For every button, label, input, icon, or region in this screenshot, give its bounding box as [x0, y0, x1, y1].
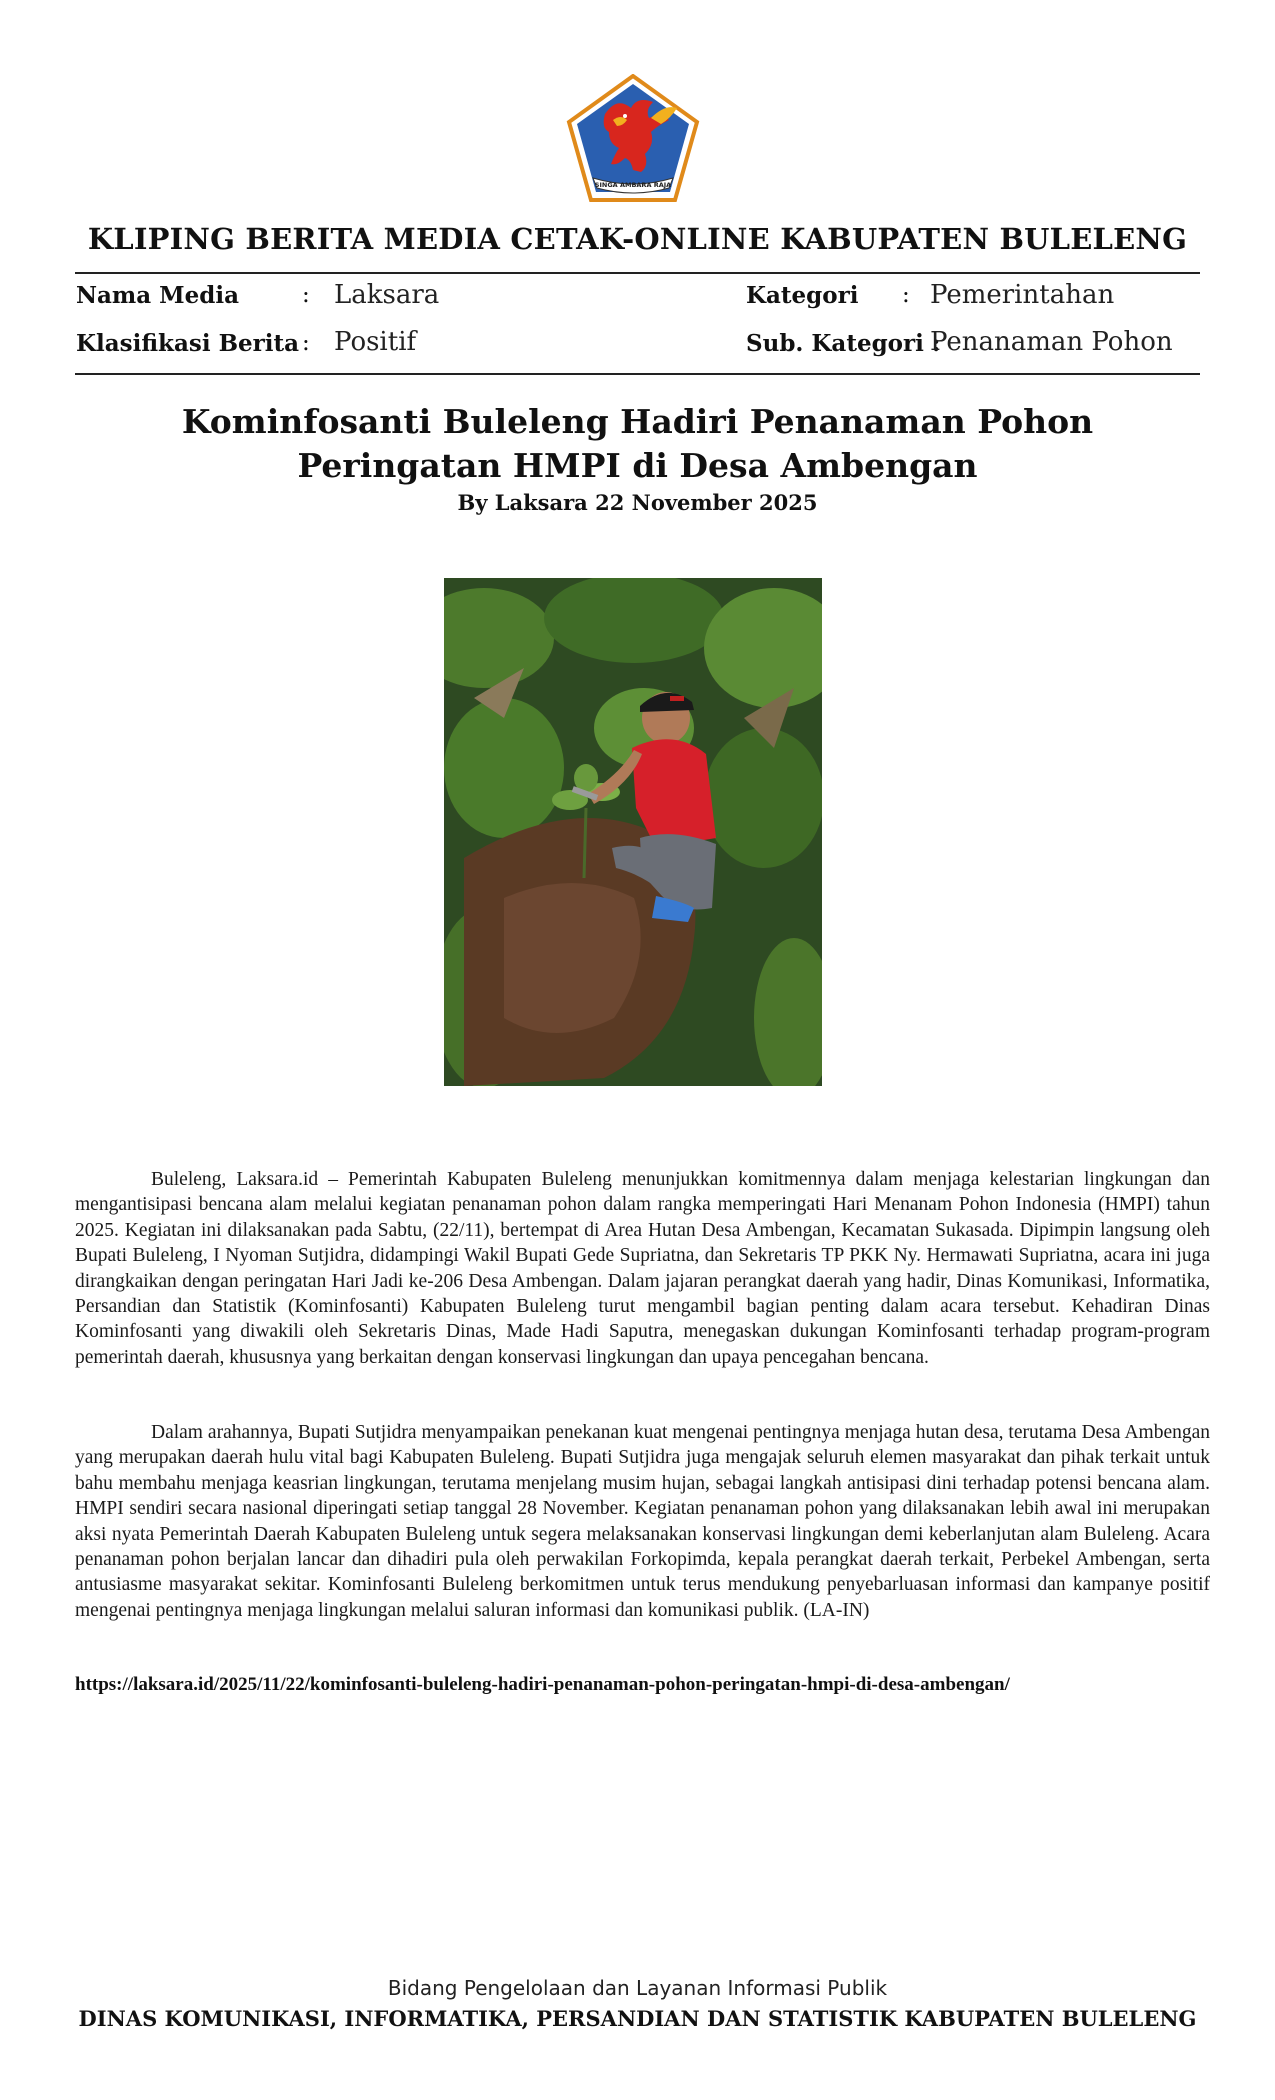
source-url-link[interactable]: https://laksara.id/2025/11/22/kominfosanti-buleleng-hadiri-penanaman-pohon-peringatan-hmpi-di-desa-ambengan/ [75, 1674, 1010, 1695]
classification-value: Positif [334, 327, 417, 357]
clipping-header-title: KLIPING BERITA MEDIA CETAK-ONLINE KABUPATEN BULELENG [87, 222, 1188, 256]
sub-category-value: Penanaman Pohon [930, 327, 1173, 357]
category-colon: : [902, 282, 910, 308]
header-divider-bottom [75, 373, 1200, 375]
classification-label: Klasifikasi Berita [76, 330, 300, 357]
article-paragraph-text: Dalam arahannya, Bupati Sutjidra menyampaikan penekanan kuat mengenai pentingnya menjaga hutan desa, terutama Desa Ambengan yang merupakan daerah hulu vital bagi Kabupaten Buleleng. Bupati Sutjidra juga mengajak seluruh elemen masyarakat dan pihak terkait untuk bahu membahu menjaga keasrian lingkungan, terutama menjelang musim hujan, sebagai langkah antisipasi dini terhadap potensi bencana alam. HMPI sendiri secara nasional diperingati setiap tanggal 28 November. Kegiatan penanaman pohon yang dilaksanakan lebih awal ini merupakan aksi nyata Pemerintah Daerah Kabupaten Buleleng untuk segera melaksanakan konservasi lingkungan demi keberlanjutan alam Buleleng. Acara penanaman pohon berjalan lancar dan dihadiri pula oleh perwakilan Forkopimda, kepala perangkat daerah terkait, Perbekel Ambengan, serta antusiasme masyarakat sekitar. Kominfosanti Buleleng berkomitmen untuk terus mendukung penyebarluasan informasi dan kampanye positif mengenai pentingnya menjaga lingkungan melalui saluran informasi dan komunikasi publik. (LA-IN) [75, 1422, 1210, 1621]
buleleng-emblem-icon [565, 74, 701, 204]
footer-agency: DINAS KOMUNIKASI, INFORMATIKA, PERSANDIAN DAN STATISTIK KABUPATEN BULELENG [78, 2006, 1197, 2031]
emblem-motto: SINGA AMBARA RAJA [594, 181, 672, 189]
article-paragraph [75, 1167, 1210, 1370]
article-paragraph-text: Buleleng, Laksara.id – Pemerintah Kabupaten Buleleng menunjukkan komitmennya dalam menjaga kelestarian lingkungan dan mengantisipasi bencana alam melalui kegiatan penanaman pohon dalam rangka memperingati Hari Menanam Pohon Indonesia (HMPI) tahun 2025. Kegiatan ini dilaksanakan pada Sabtu, (22/11), bertempat di Area Hutan Desa Ambengan, Kecamatan Sukasada. Dipimpin langsung oleh Bupati Buleleng, I Nyoman Sutjidra, didampingi Wakil Bupati Gede Supriatna, dan Sekretaris TP PKK Ny. Hermawati Supriatna, acara ini juga dirangkaikan dengan peringatan Hari Jadi ke-206 Desa Ambengan. Dalam jajaran perangkat daerah yang hadir, Dinas Komunikasi, Informatika, Persandian dan Statistik (Kominfosanti) Kabupaten Buleleng turut mengambil bagian penting dalam acara tersebut. Kehadiran Dinas Kominfosanti yang diwakili oleh Sekretaris Dinas, Made Hadi Saputra, menegaskan dukungan Kominfosanti terhadap program-program pemerintah daerah, khususnya yang berkaitan dengan konservasi lingkungan dan upaya pencegahan bencana. [75, 1169, 1210, 1368]
media-name-colon: : [302, 282, 310, 308]
media-name-label: Nama Media [76, 282, 239, 309]
classification-colon: : [302, 330, 310, 356]
sub-category-label: Sub. Kategori : [746, 330, 941, 357]
category-value: Pemerintahan [930, 280, 1115, 310]
header-divider-top [75, 272, 1200, 274]
article-title: Kominfosanti Buleleng Hadiri Penanaman Pohon Peringatan HMPI di Desa Ambengan [181, 402, 1094, 485]
article-byline: By Laksara 22 November 2025 [457, 490, 818, 515]
footer-division: Bidang Pengelolaan dan Layanan Informasi Publik [387, 1976, 888, 2000]
media-name-value: Laksara [334, 280, 440, 310]
category-label: Kategori [746, 282, 859, 309]
man-planting-tree-photo-icon [444, 578, 822, 1086]
article-paragraph [75, 1420, 1210, 1623]
